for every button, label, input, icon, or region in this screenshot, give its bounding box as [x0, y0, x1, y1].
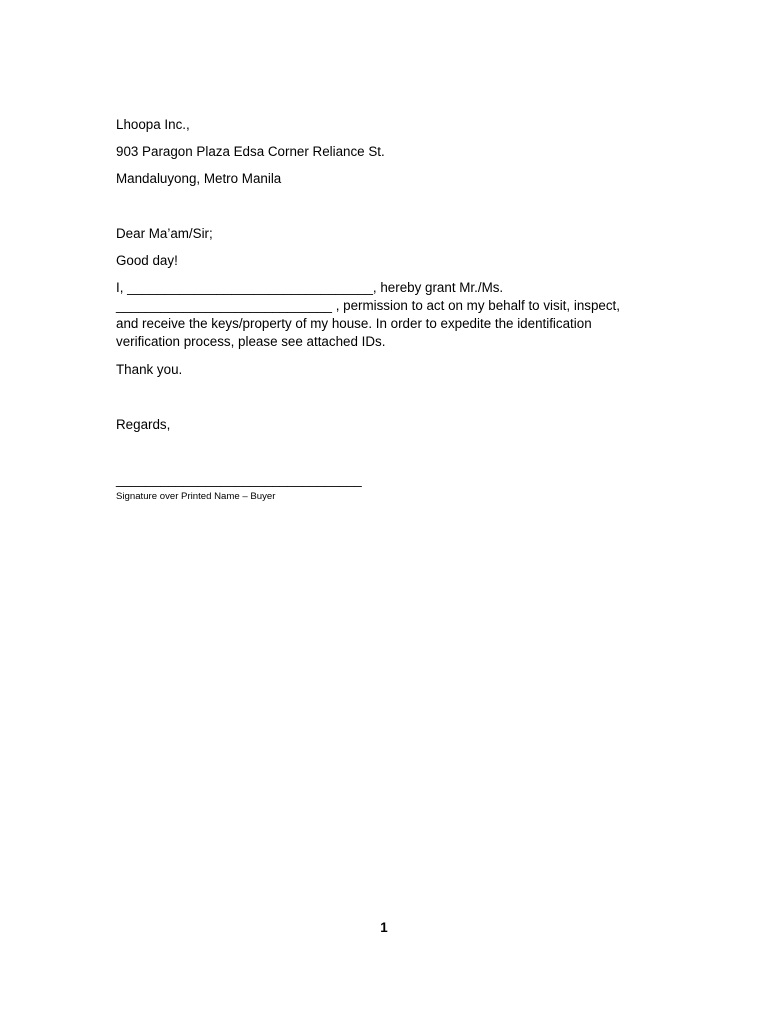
- body-line-1: I, _________________________________, hereby grant Mr./Ms.: [116, 280, 504, 295]
- greeting: Good day!: [116, 253, 178, 268]
- page-number: 1: [380, 920, 388, 935]
- salutation: Dear Ma’am/Sir;: [116, 226, 213, 241]
- thanks-line: Thank you.: [116, 362, 183, 377]
- recipient-address-line1: 903 Paragon Plaza Edsa Corner Reliance St.: [116, 144, 385, 159]
- signature-block: [116, 471, 362, 503]
- body-line-3: and receive the keys/property of my house. In order to expedite the identification: [116, 316, 592, 331]
- body-line-2: _____________________________ , permission to act on my behalf to visit, inspect,: [116, 298, 620, 313]
- recipient-address-line2: Mandaluyong, Metro Manila: [116, 171, 282, 186]
- body-line-4: verification process, please see attached IDs.: [116, 334, 386, 349]
- letter-body: [116, 116, 646, 434]
- authorization-paragraph: [116, 279, 646, 351]
- signature-line: _________________________________: [116, 472, 362, 487]
- signature-caption: Signature over Printed Name – Buyer: [116, 491, 276, 502]
- closing-line: Regards,: [116, 417, 171, 432]
- recipient-company: Lhoopa Inc.,: [116, 117, 190, 132]
